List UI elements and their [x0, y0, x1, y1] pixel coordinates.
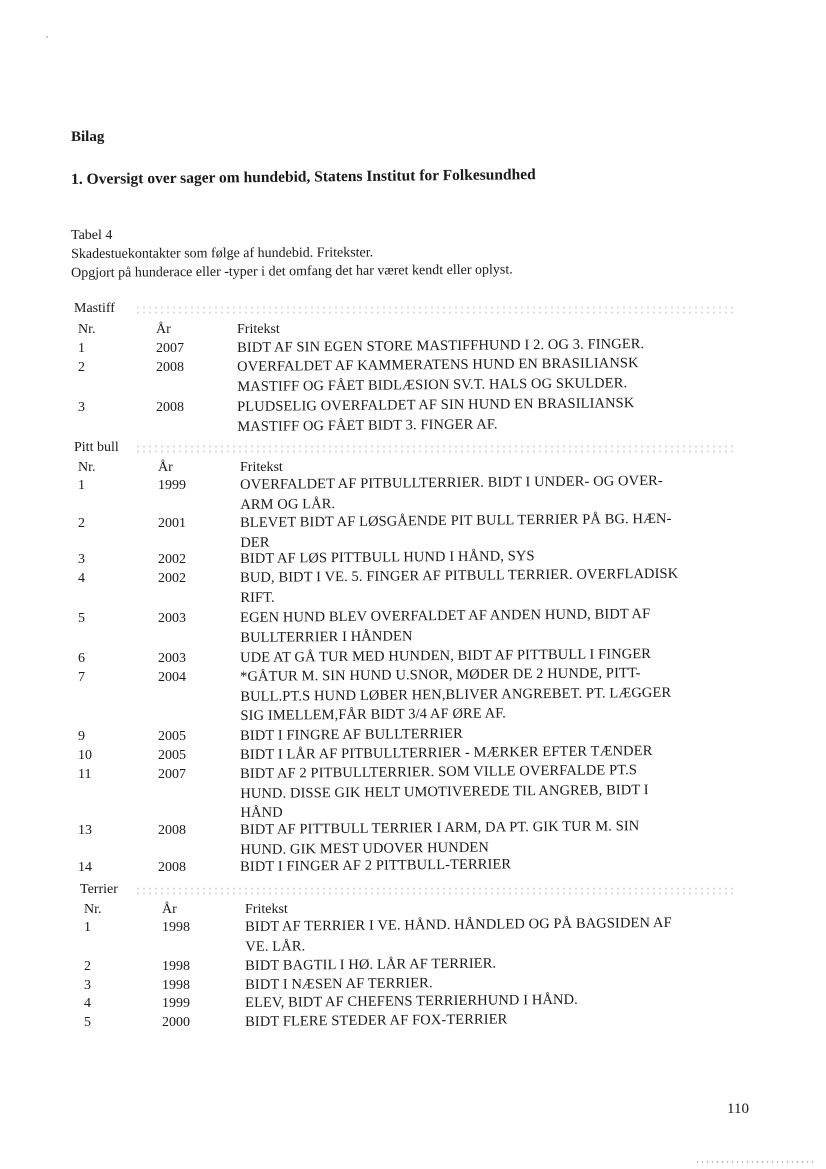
row-text-line: HUND. DISSE GIK HELT UMOTIVEREDE TIL ANGREB, BIDT I [240, 781, 649, 802]
row-text [240, 817, 640, 860]
row-year: 2008 [158, 823, 186, 838]
section-label: Terrier [80, 882, 118, 897]
column-header-text: Fritekst [237, 322, 280, 337]
row-number: 9 [78, 729, 85, 744]
scan-artifact [695, 1160, 815, 1164]
row-year: 1999 [158, 478, 186, 493]
row-text-line: SIG IMELLEM,FÅR BIDT 3/4 AF ØRE AF. [240, 705, 507, 724]
row-text-line: RIFT. [240, 589, 275, 606]
intro-line-2: Opgjort på hunderace eller -typer i det omfang det har været kendt eller oplyst. [71, 262, 513, 281]
row-number: 1 [84, 920, 91, 935]
column-header-nr: Nr. [78, 322, 96, 337]
table-intro [71, 226, 513, 283]
row-text-line: DER [240, 534, 270, 551]
row-number: 1 [78, 478, 85, 493]
row-text-line: HÅND [240, 804, 283, 821]
page-number: 110 [727, 1101, 749, 1117]
row-number: 13 [78, 823, 92, 838]
row-year: 1998 [162, 959, 190, 974]
appendix-title: Bilag [71, 129, 105, 145]
row-text-line: OVERFALDET AF KAMMERATENS HUND EN BRASILIANSK [237, 355, 639, 375]
column-header-text: Fritekst [245, 902, 288, 917]
row-number: 5 [84, 1015, 91, 1030]
row-text [245, 914, 672, 957]
row-text-line: BIDT AF TERRIER I VE. HÅND. HÅNDLED OG PÅ BAGSIDEN AF [245, 914, 672, 935]
row-text-line: EGEN HUND BLEV OVERFALDET AF ANDEN HUND, BIDT AF [240, 606, 651, 626]
column-header-year: År [156, 322, 171, 337]
row-number: 3 [78, 400, 85, 415]
scan-artifact [135, 444, 735, 454]
row-text-line: BULLTERRIER I HÅNDEN [240, 627, 413, 646]
row-text-line: PLUDSELIG OVERFALDET AF SIN HUND EN BRASILIANSK [237, 395, 635, 415]
column-header-text: Fritekst [240, 460, 283, 475]
row-text [240, 761, 649, 823]
row-text-line: ELEV, BIDT AF CHEFENS TERRIERHUND I HÅND. [245, 991, 578, 1011]
row-text-line: VE. LÅR. [245, 937, 306, 955]
row-year: 1998 [162, 920, 190, 935]
row-number: 3 [78, 552, 85, 567]
row-year: 2005 [158, 748, 186, 763]
row-text [240, 664, 671, 727]
scan-speck [46, 36, 48, 38]
row-text-line: BIDT I LÅR AF PITBULLTERRIER - MÆRKER EFTER TÆNDER [240, 743, 653, 763]
row-year: 2007 [156, 341, 184, 356]
row-number: 10 [78, 748, 92, 763]
row-year: 2003 [158, 651, 186, 666]
row-text [237, 354, 639, 397]
row-number: 4 [78, 571, 85, 586]
row-year: 2008 [158, 860, 186, 875]
row-text [245, 991, 578, 1014]
row-text-line: UDE AT GÅ TUR MED HUNDEN, BIDT AF PITTBULL I FINGER [240, 646, 652, 666]
row-number: 7 [78, 670, 85, 685]
row-text-line: *GÅTUR M. SIN HUND U.SNOR, MØDER DE 2 HUNDE, PITT- [240, 665, 641, 685]
section-label: Mastiff [74, 301, 115, 316]
row-text-line: BIDT AF 2 PITBULLTERRIER. SOM VILLE OVERFALDE PT.S [240, 762, 638, 782]
row-number: 2 [78, 516, 85, 531]
row-text-line: BIDT AF SIN EGEN STORE MASTIFFHUND I 2. OG 3. FINGER. [237, 336, 645, 356]
row-year: 2000 [162, 1015, 190, 1030]
row-text-line: MASTIFF OG FÅET BIDLÆSION SV.T. HALS OG SKULDER. [237, 374, 628, 395]
row-text-line: BLEVET BIDT AF LØSGÅENDE PIT BULL TERRIER PÅ BG. HÆN- [240, 510, 672, 531]
row-text-line: OVERFALDET AF PITBULLTERRIER. BIDT I UNDER- OG OVER- [240, 472, 663, 493]
row-text-line: ARM OG LÅR. [240, 495, 336, 513]
intro-line-1: Skadestuekontakter som følge af hundebid. Fritekster. [71, 245, 374, 262]
row-text-line: BIDT AF LØS PITTBULL HUND I HÅND, SYS [240, 548, 535, 567]
row-year: 2001 [158, 516, 186, 531]
row-year: 2008 [156, 400, 184, 415]
row-number: 2 [84, 959, 91, 974]
row-number: 5 [78, 611, 85, 626]
column-header-nr: Nr. [78, 460, 96, 475]
row-text [245, 955, 496, 977]
row-text-line: BIDT I NÆSEN AF TERRIER. [245, 975, 433, 993]
row-text [245, 1010, 508, 1032]
row-year: 2004 [158, 670, 186, 685]
row-year: 2003 [158, 611, 186, 626]
row-year: 2007 [158, 767, 186, 782]
row-text [240, 565, 679, 608]
row-number: 1 [78, 341, 85, 356]
row-text-line: HUND. GIK MEST UDOVER HUNDEN [240, 839, 489, 858]
row-year: 2005 [158, 729, 186, 744]
row-year: 1999 [162, 996, 190, 1011]
table-label: Tabel 4 [71, 228, 113, 243]
row-number: 6 [78, 651, 85, 666]
row-number: 14 [78, 860, 92, 875]
section-label: Pitt bull [74, 440, 119, 455]
section-heading: 1. Oversigt over sager om hundebid, Statens Institut for Folkesundhed [71, 166, 536, 188]
row-year: 1998 [162, 978, 190, 993]
row-text-line: BUD, BIDT I VE. 5. FINGER AF PITBULL TERRIER. OVERFLADISK [240, 565, 679, 586]
row-text [240, 855, 511, 877]
row-number: 2 [78, 360, 85, 375]
row-text-line: MASTIFF OG FÅET BIDT 3. FINGER AF. [237, 415, 498, 435]
row-number: 3 [84, 978, 91, 993]
row-text [237, 394, 635, 437]
row-number: 11 [78, 767, 92, 782]
row-text-line: BIDT BAGTIL I HØ. LÅR AF TERRIER. [245, 955, 497, 974]
column-header-year: År [162, 902, 177, 917]
row-year: 2008 [156, 360, 184, 375]
row-text-line: BIDT I FINGRE AF BULLTERRIER [240, 725, 463, 744]
column-header-nr: Nr. [84, 902, 102, 917]
row-text [240, 605, 651, 648]
column-header-year: År [158, 460, 173, 475]
row-text-line: BULL.PT.S HUND LØBER HEN,BLIVER ANGREBET. PT. LÆGGER [240, 684, 672, 705]
row-text [240, 510, 672, 553]
row-text-line: BIDT AF PITTBULL TERRIER I ARM, DA PT. GIK TUR M. SIN [240, 818, 640, 838]
row-number: 4 [84, 996, 91, 1011]
row-text [240, 472, 663, 515]
scan-artifact [135, 886, 735, 896]
row-year: 2002 [158, 552, 186, 567]
row-year: 2002 [158, 571, 186, 586]
row-text-line: BIDT I FINGER AF 2 PITTBULL-TERRIER [240, 856, 512, 875]
scan-artifact [135, 305, 735, 315]
row-text-line: BIDT FLERE STEDER AF FOX-TERRIER [245, 1011, 508, 1030]
